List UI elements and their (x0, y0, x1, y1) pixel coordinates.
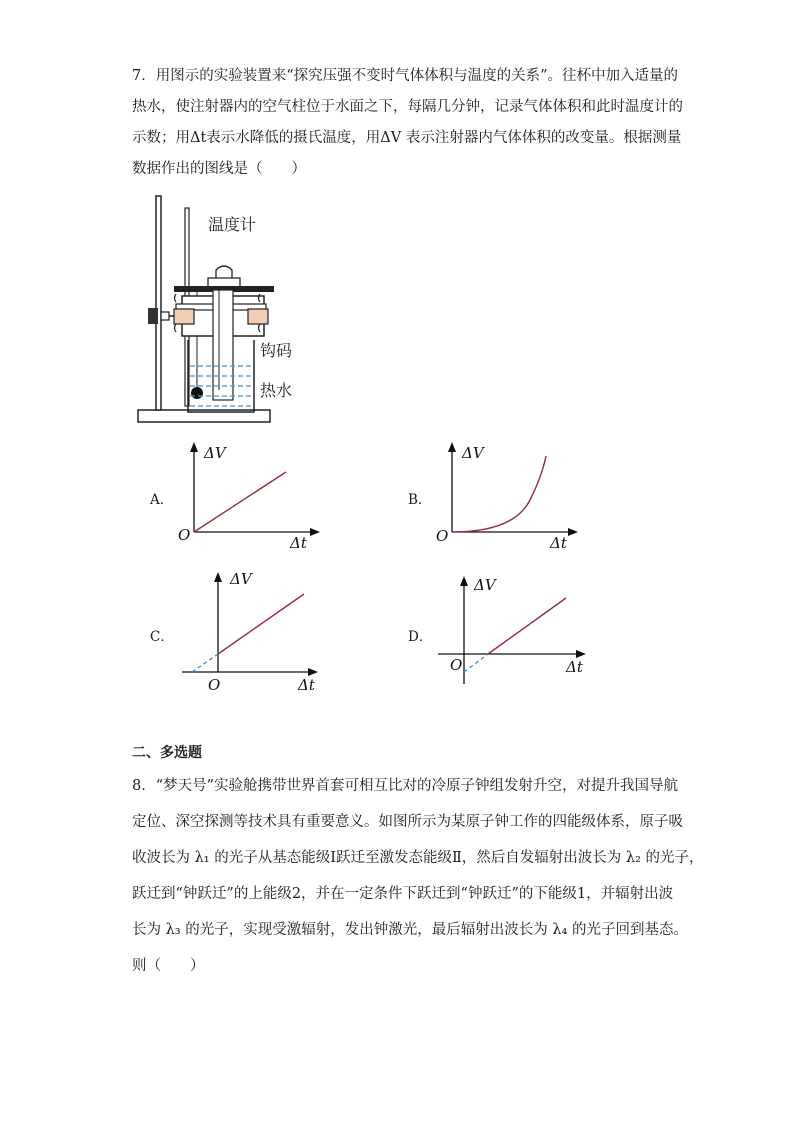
q8-line-1: 8．“梦天号”实验舱携带世界首套可相互比对的冷原子钟组发射升空，对提升我国导航 (132, 778, 679, 794)
q7-line-2: 热水，使注射器内的空气柱位于水面之下，每隔几分钟，记录气体体积和此时温度计的 (132, 99, 683, 115)
question-8-text (132, 768, 704, 984)
option-d-origin: O (450, 656, 463, 674)
q8-line-5: 长为 λ₃ 的光子，实现受激辐射，发出钟激光，最后辐射出波长为 λ₄ 的光子回到基态。 (132, 922, 688, 938)
apparatus-figure (136, 190, 316, 430)
option-c-origin: O (208, 676, 221, 694)
option-a-graph (176, 440, 326, 550)
option-d-extension (464, 654, 488, 672)
option-a-label[interactable]: A． (150, 492, 174, 508)
option-b-y-label: ΔV (462, 444, 484, 462)
q8-line-6: 则（ ） (132, 958, 205, 974)
q7-line-1: 7．用图示的实验装置来“探究压强不变时气体体积与温度的关系”。往杯中加入适量的 (132, 68, 679, 84)
thermometer-bulb (191, 387, 203, 399)
weight-pad-right (248, 309, 268, 324)
option-b-graph (434, 440, 584, 550)
weight-pad-left (174, 309, 194, 324)
option-b-x-label: Δt (550, 534, 567, 550)
option-a-y-label: ΔV (204, 444, 226, 462)
option-d-label[interactable]: D． (408, 629, 433, 645)
option-d-curve (488, 598, 566, 654)
q8-line-2: 定位、深空探测等技术具有重要意义。如图所示为某原子钟工作的四能级体系，原子吸 (132, 814, 683, 830)
option-c-graph (176, 568, 326, 694)
section-heading: 二、多选题 (132, 745, 202, 761)
syringe (213, 290, 233, 400)
option-c-label[interactable]: C． (150, 629, 174, 645)
option-d-x-label: Δt (566, 658, 583, 676)
label-hot-water: 热水 (260, 381, 293, 400)
q7-line-4: 数据作出的图线是（ ） (132, 161, 306, 177)
option-a-x-label: Δt (290, 534, 307, 550)
option-c-y-label: ΔV (230, 570, 252, 588)
stand-rod (156, 196, 161, 410)
option-b-label[interactable]: B． (408, 492, 432, 508)
q7-line-3: 示数；用Δt表示水降低的摄氏温度，用ΔV 表示注射器内气体体积的改变量。根据测量 (132, 130, 682, 146)
option-a-curve (194, 472, 286, 532)
q8-line-3: 收波长为 λ₁ 的光子从基态能级Ⅰ跃迁至激发态能级Ⅱ，然后自发辐射出波长为 λ₂ 的光子， (132, 850, 704, 866)
option-a-origin: O (178, 526, 191, 544)
label-thermometer: 温度计 (208, 215, 257, 234)
option-c-curve (218, 594, 304, 654)
question-7-text (132, 61, 683, 185)
option-d-y-label: ΔV (474, 576, 496, 594)
option-c-extension (192, 654, 218, 672)
option-b-origin: O (436, 527, 449, 545)
option-c-x-label: Δt (298, 676, 315, 694)
option-b-curve (452, 456, 546, 532)
label-weights: 钩码 (260, 341, 293, 360)
rod-clamp (148, 308, 158, 324)
q8-line-4: 跃迁到“钟跃迁”的上能级2，并在一定条件下跃迁到“钟跃迁”的下能级1，并辐射出波 (132, 886, 674, 902)
option-d-graph (434, 572, 594, 692)
